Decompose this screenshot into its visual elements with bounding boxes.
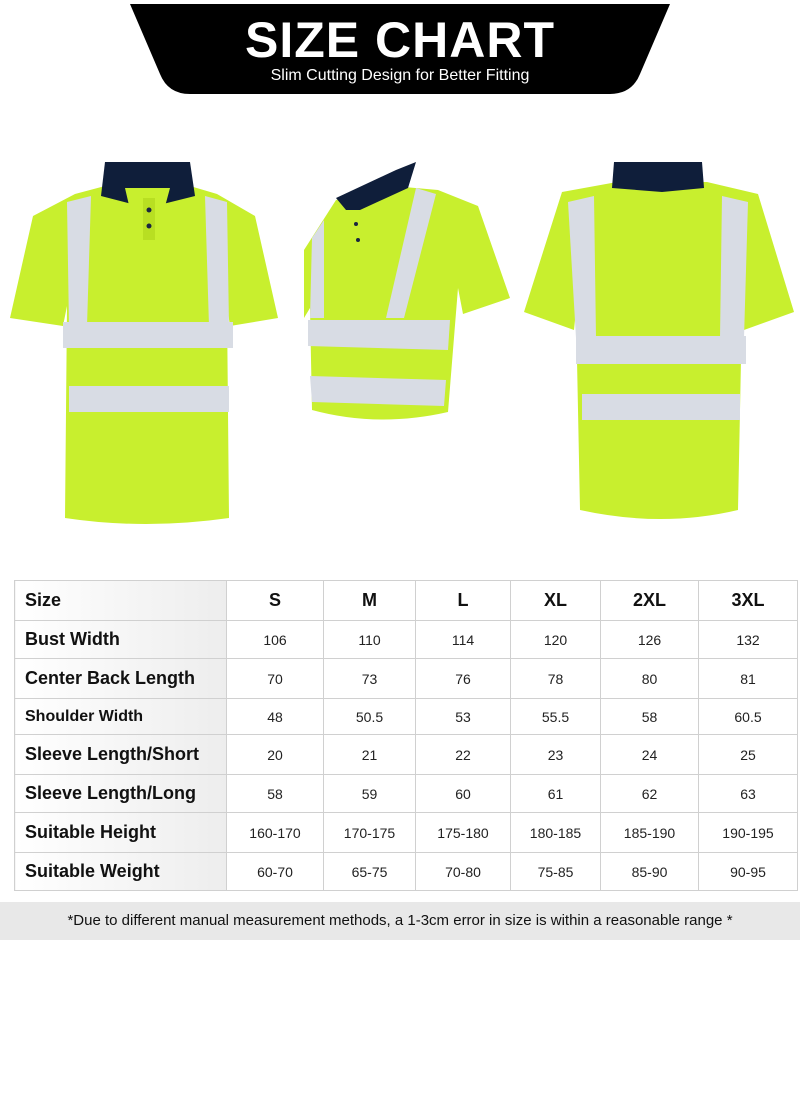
header-cell: L [416,581,511,621]
table-cell: 175-180 [416,813,511,853]
header-cell: XL [511,581,601,621]
table-row [15,775,798,813]
header-cell: S [227,581,324,621]
row-label: Sleeve Length/Long [15,775,227,813]
table-cell: 59 [324,775,416,813]
header-cell: 2XL [601,581,699,621]
table-row [15,735,798,775]
table-cell: 60 [416,775,511,813]
table-cell: 48 [227,699,324,735]
table-cell: 58 [227,775,324,813]
table-cell: 85-90 [601,853,699,891]
header-cell: 3XL [699,581,798,621]
table-cell: 53 [416,699,511,735]
front-shirt-image [5,158,283,528]
table-header-row [15,581,798,621]
measurement-note: *Due to different manual measurement methods, a 1-3cm error in size is within a reasonable range * [0,902,800,940]
table-cell: 190-195 [699,813,798,853]
table-cell: 58 [601,699,699,735]
table-cell: 73 [324,659,416,699]
page-title: SIZE CHART [245,12,555,68]
table-cell: 75-85 [511,853,601,891]
size-chart-table [14,580,798,891]
table-row [15,621,798,659]
table-cell: 65-75 [324,853,416,891]
row-label: Sleeve Length/Short [15,735,227,775]
table-cell: 55.5 [511,699,601,735]
row-label: Suitable Height [15,813,227,853]
table-cell: 170-175 [324,813,416,853]
table-cell: 78 [511,659,601,699]
table-row [15,853,798,891]
row-label: Suitable Weight [15,853,227,891]
table-cell: 90-95 [699,853,798,891]
table-cell: 22 [416,735,511,775]
table-cell: 110 [324,621,416,659]
table-cell: 25 [699,735,798,775]
table-cell: 76 [416,659,511,699]
row-label: Bust Width [15,621,227,659]
table-cell: 70-80 [416,853,511,891]
table-cell: 21 [324,735,416,775]
side-shirt-image [298,158,516,448]
table-cell: 70 [227,659,324,699]
table-cell: 61 [511,775,601,813]
table-row [15,699,798,735]
table-cell: 62 [601,775,699,813]
table-cell: 160-170 [227,813,324,853]
back-shirt-image [522,160,798,526]
table-cell: 60.5 [699,699,798,735]
header-size-label: Size [15,581,227,621]
page-subtitle: Slim Cutting Design for Better Fitting [270,67,530,84]
table-cell: 180-185 [511,813,601,853]
title-banner [130,4,670,94]
table-cell: 106 [227,621,324,659]
table-cell: 24 [601,735,699,775]
row-label: Center Back Length [15,659,227,699]
table-cell: 114 [416,621,511,659]
table-cell: 60-70 [227,853,324,891]
table-cell: 120 [511,621,601,659]
table-cell: 80 [601,659,699,699]
row-label: Shoulder Width [15,699,227,735]
table-cell: 50.5 [324,699,416,735]
table-cell: 185-190 [601,813,699,853]
table-cell: 20 [227,735,324,775]
table-row [15,659,798,699]
table-cell: 81 [699,659,798,699]
table-cell: 132 [699,621,798,659]
table-cell: 23 [511,735,601,775]
table-row [15,813,798,853]
table-cell: 63 [699,775,798,813]
table-cell: 126 [601,621,699,659]
header-cell: M [324,581,416,621]
